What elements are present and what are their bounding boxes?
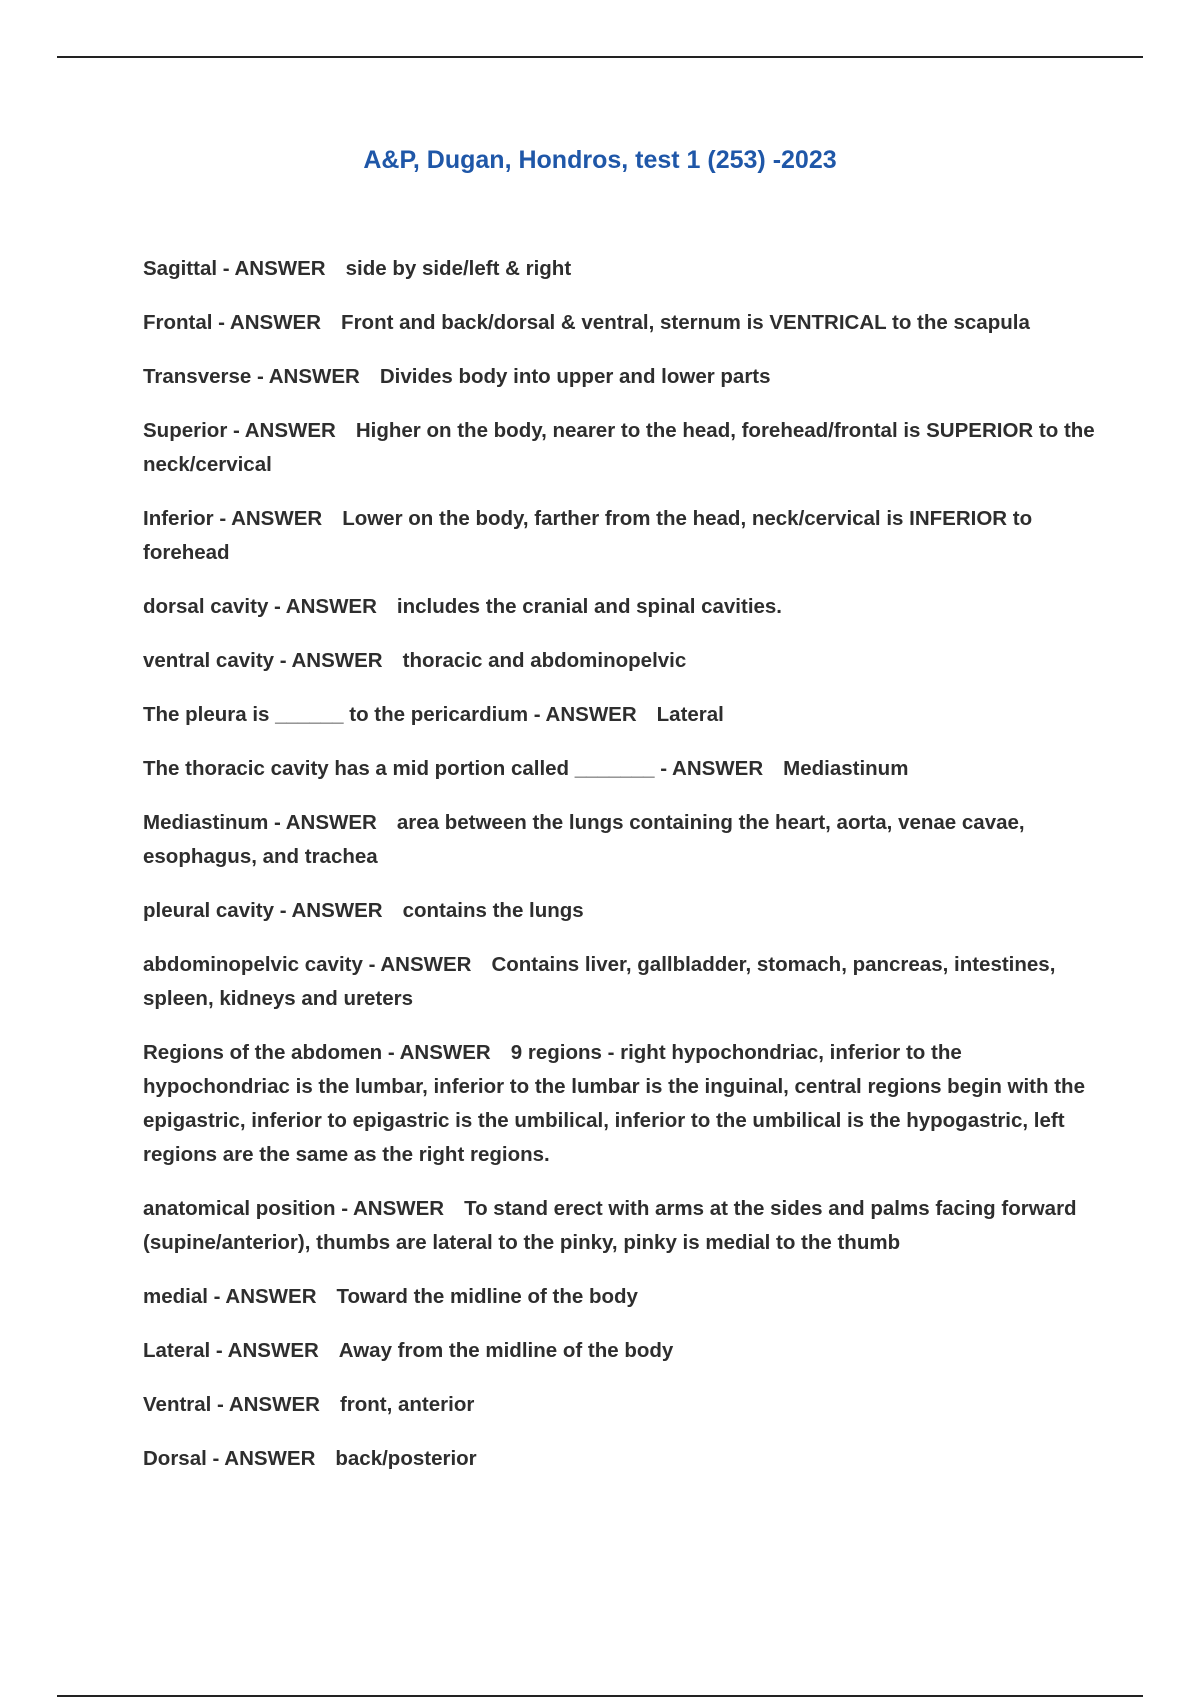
qa-item	[143, 1036, 1103, 1172]
qa-question: Dorsal - ANSWER	[143, 1447, 316, 1470]
qa-item	[143, 1388, 1103, 1422]
qa-question: anatomical position - ANSWER	[143, 1197, 445, 1220]
qa-question: dorsal cavity - ANSWER	[143, 595, 377, 618]
qa-item	[143, 360, 1103, 394]
footer-rule	[57, 1695, 1143, 1697]
qa-answer: 9 regions - right hypochondriac, inferior to the hypochondriac is the lumbar, inferior to the lumbar is the inguinal, central regions begin with the epigastric, inferior to epigastric is the umbilical, inferior to the umbilical is the hypogastric, left regions are the same as the right regions.	[143, 1041, 1085, 1166]
qa-answer: back/posterior	[335, 1447, 477, 1470]
qa-item	[143, 306, 1103, 340]
qa-question: ventral cavity - ANSWER	[143, 649, 383, 672]
qa-answer: Lower on the body, farther from the head, neck/cervical is INFERIOR to forehead	[143, 507, 1033, 564]
qa-list	[143, 252, 1103, 1496]
qa-item	[143, 752, 1103, 786]
qa-answer: contains the lungs	[402, 899, 584, 922]
qa-answer: Toward the midline of the body	[336, 1285, 638, 1308]
qa-answer: area between the lungs containing the heart, aorta, venae cavae, esophagus, and trachea	[143, 811, 1025, 868]
qa-answer: side by side/left & right	[345, 257, 572, 280]
qa-item	[143, 1280, 1103, 1314]
qa-question: The thoracic cavity has a mid portion called _______ - ANSWER	[143, 757, 764, 780]
qa-question: Ventral - ANSWER	[143, 1393, 320, 1416]
qa-answer: Away from the midline of the body	[338, 1339, 674, 1362]
qa-question: Mediastinum - ANSWER	[143, 811, 377, 834]
qa-question: medial - ANSWER	[143, 1285, 317, 1308]
qa-question: The pleura is ______ to the pericardium - ANSWER	[143, 703, 637, 726]
qa-answer: includes the cranial and spinal cavities.	[396, 595, 783, 618]
qa-question: pleural cavity - ANSWER	[143, 899, 383, 922]
qa-question: Transverse - ANSWER	[143, 365, 360, 388]
document-title: A&P, Dugan, Hondros, test 1 (253) -2023	[363, 146, 837, 174]
qa-item	[143, 252, 1103, 286]
qa-question: Superior - ANSWER	[143, 419, 336, 442]
qa-answer: Front and back/dorsal & ventral, sternum is VENTRICAL to the scapula	[341, 311, 1030, 334]
qa-answer: Mediastinum	[783, 757, 909, 780]
qa-answer: Divides body into upper and lower parts	[379, 365, 771, 388]
qa-item	[143, 644, 1103, 678]
qa-item	[143, 698, 1103, 732]
qa-item	[143, 806, 1103, 874]
qa-item	[143, 894, 1103, 928]
qa-item	[143, 1192, 1103, 1260]
qa-item	[143, 1334, 1103, 1368]
qa-answer: Contains liver, gallbladder, stomach, pancreas, intestines, spleen, kidneys and ureters	[143, 953, 1056, 1010]
qa-question: Frontal - ANSWER	[143, 311, 322, 334]
qa-item	[143, 948, 1103, 1016]
qa-item	[143, 502, 1103, 570]
qa-item	[143, 1442, 1103, 1476]
qa-answer: To stand erect with arms at the sides and palms facing forward (supine/anterior), thumbs are lateral to the pinky, pinky is medial to the thumb	[143, 1197, 1077, 1254]
qa-question: abdominopelvic cavity - ANSWER	[143, 953, 472, 976]
qa-answer: Higher on the body, nearer to the head, forehead/frontal is SUPERIOR to the neck/cervical	[143, 419, 1095, 476]
qa-answer: front, anterior	[339, 1393, 475, 1416]
qa-question: Lateral - ANSWER	[143, 1339, 319, 1362]
header-rule	[57, 56, 1143, 58]
qa-question: Sagittal - ANSWER	[143, 257, 326, 280]
qa-answer: thoracic and abdominopelvic	[402, 649, 687, 672]
qa-item	[143, 414, 1103, 482]
qa-question: Inferior - ANSWER	[143, 507, 323, 530]
qa-item	[143, 590, 1103, 624]
qa-answer: Lateral	[656, 703, 724, 726]
qa-question: Regions of the abdomen - ANSWER	[143, 1041, 491, 1064]
